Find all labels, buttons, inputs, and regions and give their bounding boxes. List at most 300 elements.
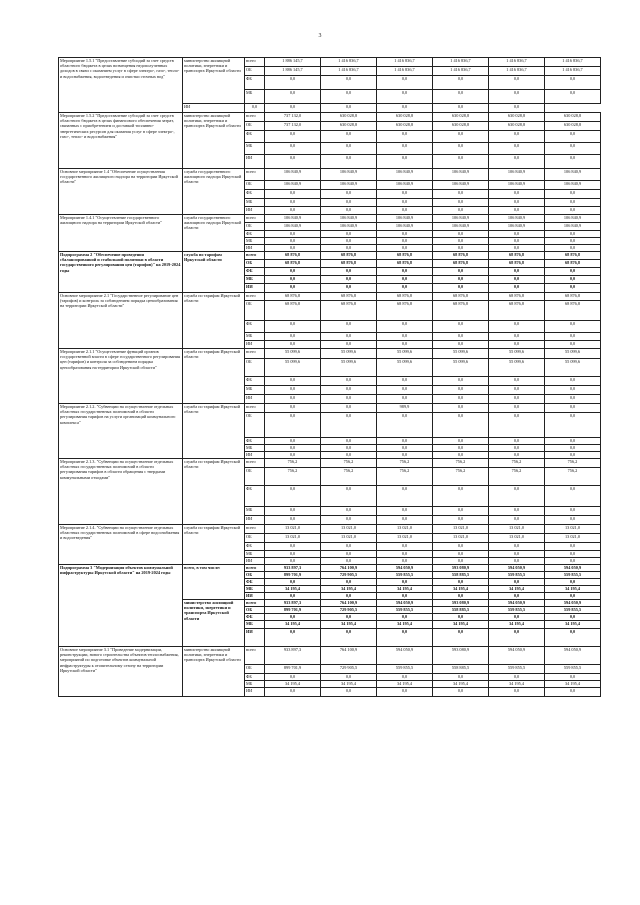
amount-cell: 593 080,9 [433, 565, 489, 572]
program-name: Основное мероприятие 3.1 "Проведение модернизации, реконструкции, нового строительства объектов теплоснабжения, мероприятий по подготовке объектов коммунальной инфраструктуры к отопительному сезону на территории Иркутской области" [59, 647, 183, 697]
amount-cell: 0,0 [377, 284, 433, 293]
executor: всего, в том числе: [183, 565, 245, 600]
amount-cell: 0,0 [321, 614, 377, 621]
amount-cell: 106 840,9 [545, 181, 601, 190]
amount-cell: 0,0 [545, 486, 601, 507]
amount-cell: 34 195,4 [489, 621, 545, 629]
amount-cell: 630 028,8 [377, 113, 433, 122]
amount-cell: 0,0 [545, 284, 601, 293]
program-name: Подпрограмма 2 "Обеспечение проведения сбалансированной и стабильной политики в области государственного регулирования цен (тарифов)" на 2019-2024 годы [59, 252, 183, 293]
amount-cell: 0,0 [321, 507, 377, 516]
amount-cell: 0,0 [545, 238, 601, 245]
amount-cell: 756,2 [321, 468, 377, 486]
amount-cell: 0,0 [545, 207, 601, 215]
amount-cell: 0,0 [433, 341, 489, 349]
amount-cell: 756,2 [265, 459, 321, 468]
amount-cell: 559 855,5 [377, 607, 433, 614]
funding-source: всего [245, 647, 265, 665]
amount-cell: 0,0 [321, 333, 377, 341]
amount-cell: 1 416 836,7 [489, 58, 545, 67]
funding-source: ФБ [245, 543, 265, 551]
amount-cell: 0,0 [545, 341, 601, 349]
amount-cell: 0,0 [489, 90, 545, 104]
amount-cell: 729 905,5 [321, 665, 377, 674]
amount-cell: 106 840,9 [377, 181, 433, 190]
amount-cell: 34 195,4 [433, 586, 489, 593]
amount-cell: 13 021,0 [265, 525, 321, 534]
amount-cell: 0,0 [433, 629, 489, 647]
funding-source: ИИ [245, 245, 265, 252]
amount-cell: 0,0 [489, 104, 545, 113]
amount-cell: 0,0 [377, 674, 433, 681]
amount-cell: 0,0 [545, 333, 601, 341]
amount-cell: 0,0 [321, 629, 377, 647]
amount-cell: 0,0 [321, 76, 377, 90]
amount-cell: 0,0 [433, 516, 489, 525]
table-row [59, 58, 601, 67]
funding-source: МБ [245, 507, 265, 516]
amount-cell: 0,0 [545, 558, 601, 565]
amount-cell: 0,0 [377, 452, 433, 459]
amount-cell: 0,0 [377, 395, 433, 404]
table-row [59, 215, 601, 223]
amount-cell: 0,0 [377, 413, 433, 438]
funding-source: ФБ [245, 268, 265, 276]
amount-cell: 0,0 [433, 507, 489, 516]
table-row [59, 404, 601, 413]
amount-cell: 34 195,4 [321, 586, 377, 593]
amount-cell: 0,0 [489, 543, 545, 551]
amount-cell: 0,0 [489, 155, 545, 169]
amount-cell: 0,0 [265, 614, 321, 621]
amount-cell: 0,0 [265, 543, 321, 551]
amount-cell: 0,0 [489, 507, 545, 516]
amount-cell: 559 855,5 [545, 607, 601, 614]
table-row [59, 525, 601, 534]
amount-cell: 0,0 [321, 268, 377, 276]
amount-cell: 0,0 [377, 558, 433, 565]
amount-cell: 0,0 [321, 90, 377, 104]
amount-cell: 0,0 [321, 143, 377, 155]
amount-cell: 0,0 [545, 268, 601, 276]
amount-cell: 55 099,6 [377, 349, 433, 359]
funding-source: МБ [245, 445, 265, 452]
amount-cell: 0,0 [545, 579, 601, 586]
amount-cell: 0,0 [377, 76, 433, 90]
amount-cell: 0,0 [545, 543, 601, 551]
funding-source: ИИ [245, 629, 265, 647]
amount-cell: 559 855,5 [545, 572, 601, 579]
amount-cell: 0,0 [489, 377, 545, 386]
amount-cell: 0,0 [265, 516, 321, 525]
executor: министерство жилищной политики, энергетики и транспорта Иркутской области [183, 647, 245, 697]
amount-cell: 0,0 [545, 688, 601, 697]
amount-cell: 1 886 145,7 [265, 58, 321, 67]
amount-cell: 0,0 [545, 395, 601, 404]
amount-cell: 68 876,8 [321, 293, 377, 301]
amount-cell: 0,0 [377, 155, 433, 169]
amount-cell: 55 099,6 [433, 349, 489, 359]
amount-cell: 0,0 [321, 155, 377, 169]
table-row [59, 565, 601, 572]
amount-cell: 0,0 [489, 321, 545, 333]
amount-cell: 0,0 [489, 688, 545, 697]
amount-cell: 13 021,0 [321, 525, 377, 534]
amount-cell: 0,0 [265, 593, 321, 600]
amount-cell: 0,0 [433, 143, 489, 155]
amount-cell: 13 021,0 [545, 534, 601, 543]
amount-cell: 0,0 [545, 452, 601, 459]
amount-cell: 0,0 [489, 674, 545, 681]
amount-cell: 0,0 [377, 516, 433, 525]
amount-cell: 0,0 [377, 131, 433, 143]
amount-cell: 0,0 [265, 155, 321, 169]
table-row [59, 169, 601, 181]
funding-source: ФБ [245, 579, 265, 586]
amount-cell: 0,0 [265, 507, 321, 516]
amount-cell: 0,0 [433, 231, 489, 238]
amount-cell: 0,0 [489, 395, 545, 404]
amount-cell: 0,0 [265, 104, 321, 113]
amount-cell: 0,0 [377, 238, 433, 245]
amount-cell: 0,0 [377, 268, 433, 276]
amount-cell: 0,0 [545, 76, 601, 90]
amount-cell: 0,0 [265, 341, 321, 349]
amount-cell: 106 840,9 [545, 169, 601, 181]
amount-cell: 933 897,3 [265, 600, 321, 607]
amount-cell: 106 840,9 [489, 215, 545, 223]
funding-source: ОБ [245, 181, 265, 190]
executor: служба государственного жилищного надзора Иркутской области [183, 169, 245, 215]
table-row [59, 293, 601, 301]
amount-cell: 0,0 [433, 404, 489, 413]
funding-source: ИИ [245, 516, 265, 525]
amount-cell: 0,0 [489, 438, 545, 445]
amount-cell: 933 897,3 [265, 565, 321, 572]
amount-cell: 34 195,4 [377, 586, 433, 593]
amount-cell: 0,0 [377, 341, 433, 349]
amount-cell: 0,0 [433, 593, 489, 600]
amount-cell: 55 099,6 [321, 349, 377, 359]
amount-cell: 0,0 [265, 445, 321, 452]
amount-cell: 593 080,9 [433, 600, 489, 607]
amount-cell: 559 855,5 [489, 572, 545, 579]
amount-cell: 0,0 [377, 386, 433, 395]
amount-cell: 13 021,0 [377, 534, 433, 543]
amount-cell: 68 876,8 [321, 260, 377, 268]
amount-cell: 0,0 [489, 593, 545, 600]
amount-cell: 0,0 [321, 404, 377, 413]
amount-cell: 0,0 [489, 558, 545, 565]
funding-source: ОБ [245, 468, 265, 486]
amount-cell: 13 021,0 [433, 525, 489, 534]
amount-cell: 0,0 [265, 245, 321, 252]
amount-cell: 0,0 [489, 131, 545, 143]
executor: служба по тарифам Иркутской области [183, 525, 245, 565]
amount-cell: 0,0 [321, 452, 377, 459]
amount-cell: 737 132,0 [265, 122, 321, 131]
funding-source: ОБ [245, 223, 265, 231]
funding-source: ОБ [245, 359, 265, 377]
amount-cell: 68 876,8 [321, 301, 377, 321]
amount-cell: 0,0 [377, 321, 433, 333]
amount-cell: 0,0 [265, 190, 321, 199]
amount-cell: 729 905,5 [321, 572, 377, 579]
amount-cell: 0,0 [321, 321, 377, 333]
amount-cell: 0,0 [545, 231, 601, 238]
amount-cell: 0,0 [489, 413, 545, 438]
amount-cell: 756,2 [489, 468, 545, 486]
amount-cell: 559 855,5 [545, 665, 601, 674]
executor: служба по тарифам Иркутской области [183, 349, 245, 404]
amount-cell: 0,0 [265, 143, 321, 155]
amount-cell: 899 701,9 [265, 665, 321, 674]
amount-cell: 0,0 [377, 543, 433, 551]
amount-cell: 34 195,4 [489, 681, 545, 688]
funding-source: ОБ [245, 301, 265, 321]
amount-cell: 0,0 [433, 104, 489, 113]
amount-cell: 630 028,8 [321, 113, 377, 122]
amount-cell: 106 840,9 [433, 215, 489, 223]
funding-source: ИИ [245, 341, 265, 349]
amount-cell: 0,0 [321, 131, 377, 143]
amount-cell: 594 050,9 [489, 600, 545, 607]
amount-cell: 0,0 [433, 413, 489, 438]
amount-cell: 0,0 [321, 190, 377, 199]
funding-source: ИИ [245, 207, 265, 215]
amount-cell: 0,0 [377, 207, 433, 215]
funding-source: МБ [245, 333, 265, 341]
table-row [59, 647, 601, 665]
amount-cell: 0,0 [321, 413, 377, 438]
amount-cell: 0,0 [265, 268, 321, 276]
amount-cell: 756,2 [377, 468, 433, 486]
funding-source: всего [245, 293, 265, 301]
amount-cell: 737 132,0 [265, 113, 321, 122]
amount-cell: 0,0 [265, 207, 321, 215]
amount-cell: 0,0 [489, 445, 545, 452]
amount-cell: 34 195,4 [377, 681, 433, 688]
funding-source: ОБ [245, 665, 265, 674]
amount-cell: 933 897,3 [265, 647, 321, 665]
amount-cell: 0,0 [433, 90, 489, 104]
amount-cell: 106 840,9 [265, 223, 321, 231]
funding-source: всего [245, 525, 265, 534]
funding-source: ФБ [245, 486, 265, 507]
amount-cell: 68 876,8 [377, 293, 433, 301]
amount-cell: 594 050,9 [377, 600, 433, 607]
amount-cell: 106 840,9 [489, 181, 545, 190]
amount-cell: 0,0 [433, 284, 489, 293]
amount-cell: 1 416 836,7 [321, 67, 377, 76]
amount-cell: 0,0 [545, 199, 601, 207]
executor: служба по тарифам Иркутской области [183, 293, 245, 349]
funding-source: ОБ [245, 413, 265, 438]
amount-cell: 0,0 [433, 395, 489, 404]
amount-cell: 106 840,9 [377, 169, 433, 181]
amount-cell: 0,0 [545, 245, 601, 252]
amount-cell: 1 886 145,7 [265, 67, 321, 76]
amount-cell: 0,0 [321, 593, 377, 600]
amount-cell: 68 876,8 [265, 293, 321, 301]
amount-cell: 0,0 [545, 629, 601, 647]
amount-cell: 0,0 [321, 558, 377, 565]
amount-cell: 106 840,9 [377, 223, 433, 231]
amount-cell: 0,0 [377, 199, 433, 207]
amount-cell: 0,0 [265, 131, 321, 143]
amount-cell: 0,0 [321, 276, 377, 284]
amount-cell: 1 416 836,7 [321, 58, 377, 67]
amount-cell: 0,0 [321, 104, 377, 113]
funding-source: ИИ [245, 688, 265, 697]
amount-cell: 0,0 [377, 688, 433, 697]
amount-cell: 68 876,8 [489, 293, 545, 301]
amount-cell: 0,0 [489, 231, 545, 238]
funding-source: ФБ [245, 321, 265, 333]
amount-cell: 630 028,8 [545, 122, 601, 131]
amount-cell: 0,0 [265, 551, 321, 558]
amount-cell: 1 416 836,7 [377, 58, 433, 67]
program-name: Мероприятие 1.4.1 "Осуществление государственного жилищного надзора на территории Иркутской области" [59, 215, 183, 252]
funding-source: ОБ [245, 260, 265, 268]
amount-cell: 68 876,8 [377, 252, 433, 260]
amount-cell: 0,0 [321, 199, 377, 207]
table-row [59, 349, 601, 359]
amount-cell: 34 195,4 [433, 681, 489, 688]
amount-cell: 68 876,8 [433, 260, 489, 268]
amount-cell: 0,0 [545, 413, 601, 438]
amount-cell: 0,0 [377, 231, 433, 238]
funding-source: ОБ [245, 122, 265, 131]
amount-cell: 756,2 [321, 459, 377, 468]
amount-cell: 0,0 [433, 276, 489, 284]
amount-cell: 68 876,8 [377, 260, 433, 268]
amount-cell: 559 855,5 [489, 665, 545, 674]
funding-source: МБ [245, 90, 265, 104]
amount-cell: 0,0 [545, 674, 601, 681]
amount-cell: 13 021,0 [489, 525, 545, 534]
amount-cell: 0,0 [265, 558, 321, 565]
amount-cell: 34 195,4 [265, 681, 321, 688]
amount-cell: 0,0 [265, 238, 321, 245]
amount-cell: 68 876,8 [489, 252, 545, 260]
executor: министерство жилищной политики, энергетики и транспорта Иркутской области [183, 600, 245, 647]
amount-cell: 68 876,8 [433, 252, 489, 260]
executor: служба по тарифам Иркутской области [183, 459, 245, 525]
amount-cell: 0,0 [321, 551, 377, 558]
amount-cell: 594 050,9 [489, 647, 545, 665]
amount-cell: 106 840,9 [265, 169, 321, 181]
amount-cell: 0,0 [433, 674, 489, 681]
amount-cell: 764 100,9 [321, 565, 377, 572]
amount-cell: 0,0 [265, 452, 321, 459]
amount-cell: 0,0 [377, 629, 433, 647]
amount-cell: 0,0 [321, 341, 377, 349]
program-name: Основное мероприятие 2.1 "Государственное регулирование цен (тарифов) и контроль за соблюдением порядка ценообразования на территории Иркутской области" [59, 293, 183, 349]
amount-cell: 594 050,9 [545, 600, 601, 607]
amount-cell: 0,0 [433, 238, 489, 245]
amount-cell: 55 099,6 [265, 349, 321, 359]
budget-table [58, 57, 601, 697]
amount-cell: 0,0 [433, 579, 489, 586]
funding-source: ИИ [245, 395, 265, 404]
amount-cell: 756,2 [433, 468, 489, 486]
amount-cell: 630 028,8 [377, 122, 433, 131]
amount-cell: 106 840,9 [321, 215, 377, 223]
amount-cell: 106 840,9 [321, 169, 377, 181]
amount-cell: 0,0 [489, 207, 545, 215]
program-name: Мероприятие 2.1.2. "Субвенции на осуществление отдельных областных государственных полномочий в области регулирования тарифов на услуги организаций коммунального комплекса" [59, 404, 183, 459]
amount-cell: 0,0 [433, 155, 489, 169]
amount-cell: 1 416 836,7 [489, 67, 545, 76]
amount-cell: 13 021,0 [433, 534, 489, 543]
amount-cell: 0,0 [377, 143, 433, 155]
amount-cell: 756,2 [489, 459, 545, 468]
amount-cell: 0,0 [489, 629, 545, 647]
amount-cell: 0,0 [489, 551, 545, 558]
amount-cell: 0,0 [433, 614, 489, 621]
amount-cell: 630 028,8 [433, 113, 489, 122]
amount-cell: 0,0 [433, 207, 489, 215]
funding-source: ИИ [245, 593, 265, 600]
funding-source: всего [245, 404, 265, 413]
amount-cell: 68 876,8 [265, 260, 321, 268]
amount-cell: 0,0 [265, 90, 321, 104]
funding-source: ИИ [183, 104, 245, 113]
amount-cell: 729 905,5 [321, 607, 377, 614]
amount-cell: 594 050,9 [377, 565, 433, 572]
amount-cell: 0,0 [545, 386, 601, 395]
amount-cell: 0,0 [377, 90, 433, 104]
amount-cell: 899 701,9 [265, 607, 321, 614]
amount-cell: 0,0 [433, 486, 489, 507]
amount-cell: 0,0 [321, 245, 377, 252]
amount-cell: 0,0 [265, 629, 321, 647]
amount-cell: 55 099,6 [489, 349, 545, 359]
amount-cell: 0,0 [377, 579, 433, 586]
amount-cell: 13 021,0 [545, 525, 601, 534]
amount-cell: 0,0 [377, 245, 433, 252]
amount-cell: 0,0 [489, 143, 545, 155]
amount-cell: 106 840,9 [321, 223, 377, 231]
amount-cell: 0,0 [433, 190, 489, 199]
amount-cell: 0,0 [545, 90, 601, 104]
funding-source: ФБ [245, 438, 265, 445]
amount-cell: 0,0 [433, 386, 489, 395]
amount-cell: 0,0 [545, 276, 601, 284]
table-row [59, 459, 601, 468]
amount-cell: 34 195,4 [265, 621, 321, 629]
amount-cell: 0,0 [545, 377, 601, 386]
funding-source: МБ [245, 199, 265, 207]
amount-cell: 0,0 [321, 231, 377, 238]
amount-cell: 1 416 836,7 [433, 58, 489, 67]
amount-cell: 68 876,8 [489, 301, 545, 321]
amount-cell: 0,0 [265, 386, 321, 395]
funding-source: ФБ [245, 131, 265, 143]
amount-cell: 0,0 [321, 438, 377, 445]
table-row [59, 113, 601, 122]
amount-cell: 68 876,8 [545, 260, 601, 268]
amount-cell: 68 876,8 [433, 293, 489, 301]
amount-cell: 0,0 [433, 558, 489, 565]
table-row [59, 252, 601, 260]
amount-cell: 0,0 [265, 404, 321, 413]
amount-cell: 764 100,9 [321, 600, 377, 607]
amount-cell: 0,0 [433, 131, 489, 143]
funding-source: ФБ [245, 674, 265, 681]
amount-cell: 630 028,8 [321, 122, 377, 131]
